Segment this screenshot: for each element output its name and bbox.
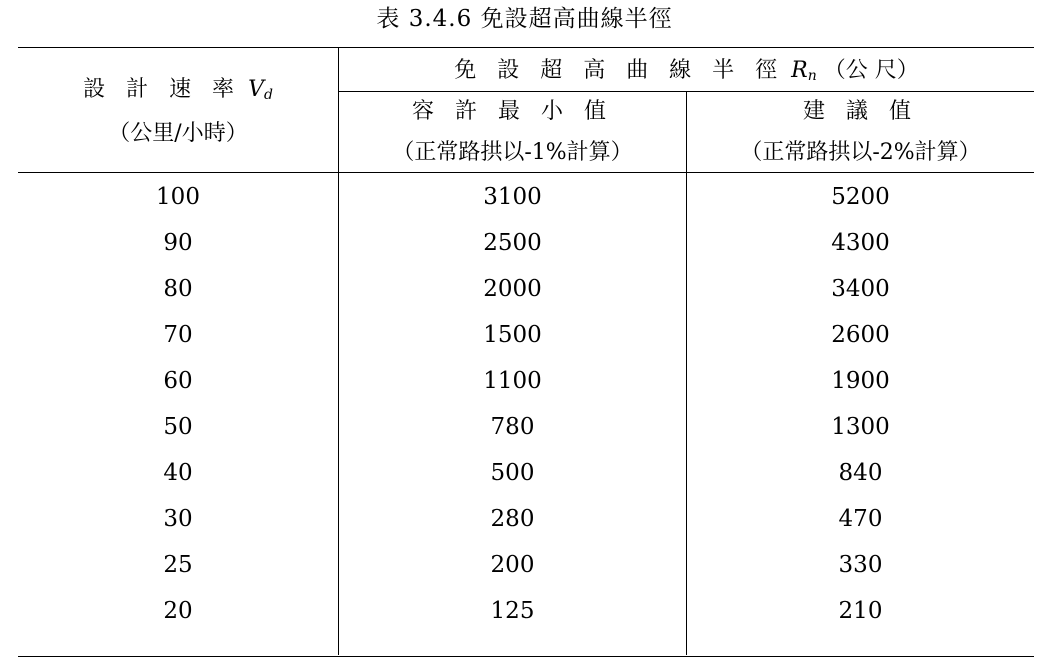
- speed-cell: 60: [163, 368, 193, 394]
- min-radius-cell: 500: [490, 460, 535, 486]
- recommended-radius-cell: 330: [838, 552, 883, 578]
- min-value-label: 容 許 最 小 值: [412, 99, 613, 124]
- radius-symbol: $R_n$: [791, 58, 817, 84]
- recommended-value-label: 建 議 值: [803, 99, 918, 124]
- recommended-radius-cell: 470: [838, 506, 883, 532]
- radius-unit: （公 尺）: [823, 58, 919, 83]
- min-radius-cell: 2500: [483, 230, 542, 256]
- speed-cell: 90: [163, 230, 193, 256]
- table-row: [18, 220, 1034, 266]
- table-row: [18, 542, 1034, 588]
- radius-label: 免 設 超 高 曲 線 半 徑: [454, 58, 785, 83]
- min-radius-cell: 1500: [483, 322, 542, 348]
- table-row: [18, 496, 1034, 542]
- table-row: [18, 404, 1034, 450]
- speed-unit: （公里/小時）: [108, 121, 248, 146]
- min-radius-cell: 1100: [483, 368, 542, 394]
- recommended-value-note: （正常路拱以-2%計算）: [740, 140, 981, 165]
- table-row: [18, 588, 1034, 634]
- recommended-radius-cell: 840: [838, 460, 883, 486]
- header-subdivider: [338, 91, 1034, 92]
- speed-cell: 70: [163, 322, 193, 348]
- min-radius-cell: 3100: [483, 184, 542, 210]
- speed-cell: 80: [163, 276, 193, 302]
- radius-table: [18, 47, 1034, 657]
- min-radius-cell: 2000: [483, 276, 542, 302]
- radius-header: [339, 57, 1034, 90]
- speed-header: [18, 76, 338, 109]
- speed-cell: 30: [163, 506, 193, 532]
- recommended-radius-cell: 1300: [831, 414, 890, 440]
- speed-cell: 40: [163, 460, 193, 486]
- speed-cell: 25: [163, 552, 193, 578]
- min-radius-cell: 280: [490, 506, 535, 532]
- speed-cell: 50: [163, 414, 193, 440]
- header-bottom-rule: [18, 172, 1034, 173]
- min-radius-cell: 780: [490, 414, 535, 440]
- speed-cell: 20: [163, 598, 193, 624]
- speed-cell: 100: [156, 184, 200, 210]
- min-value-note: （正常路拱以-1%計算）: [392, 140, 633, 165]
- table-row: [18, 312, 1034, 358]
- recommended-radius-cell: 4300: [831, 230, 890, 256]
- recommended-radius-cell: 3400: [831, 276, 890, 302]
- min-radius-cell: 125: [490, 598, 535, 624]
- table-row: [18, 358, 1034, 404]
- table-row: [18, 266, 1034, 312]
- recommended-radius-cell: 210: [838, 598, 883, 624]
- recommended-radius-cell: 5200: [831, 184, 890, 210]
- speed-symbol: $V_d$: [248, 77, 273, 103]
- speed-label: 設 計 速 率: [83, 77, 242, 102]
- recommended-radius-cell: 2600: [831, 322, 890, 348]
- table-body: [18, 174, 1034, 634]
- table-row: [18, 174, 1034, 220]
- table-row: [18, 450, 1034, 496]
- recommended-radius-cell: 1900: [831, 368, 890, 394]
- table-caption: 表 3.4.6 免設超高曲線半徑: [376, 6, 673, 32]
- min-radius-cell: 200: [490, 552, 535, 578]
